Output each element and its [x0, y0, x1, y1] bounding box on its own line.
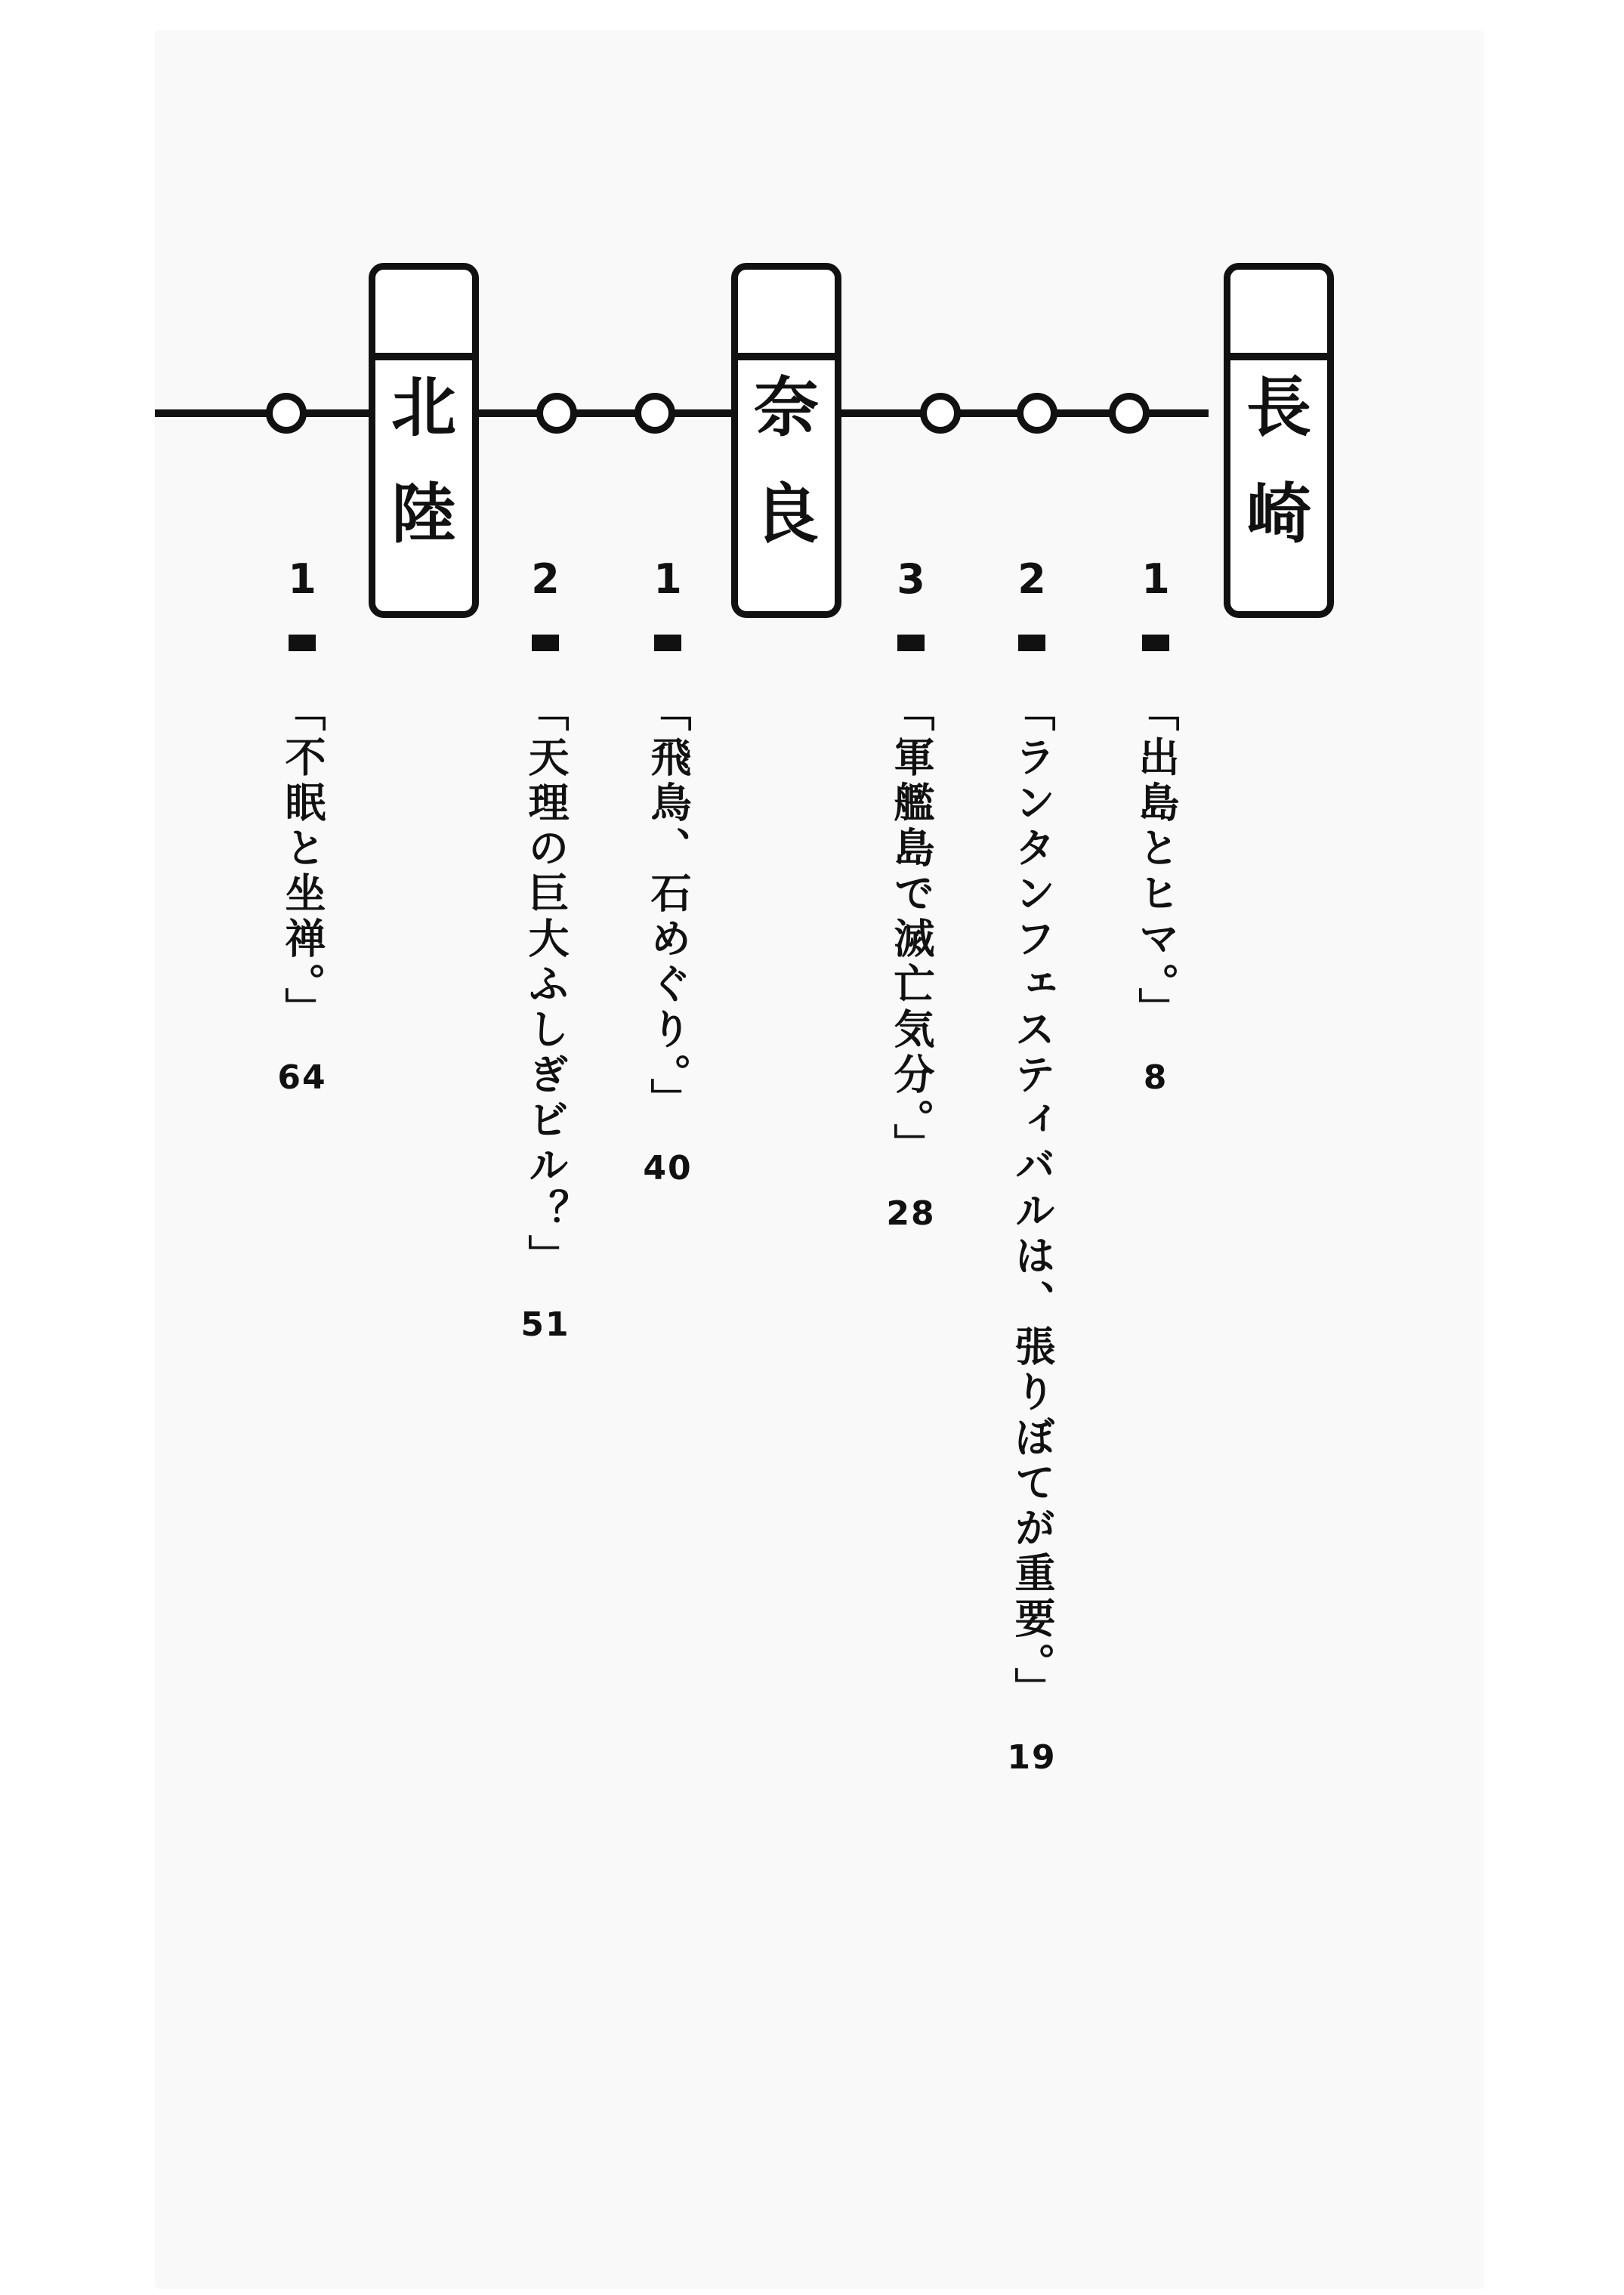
chapter-page-number: 28: [886, 1194, 936, 1233]
chapter-number: 2: [531, 555, 560, 603]
chapter-number: 1: [1141, 555, 1170, 603]
station-name: [1230, 370, 1327, 552]
station-name-char: 良: [754, 477, 819, 552]
station-name-char: 長: [1246, 370, 1311, 446]
stop-marker: [1017, 393, 1057, 434]
chapter-number: 2: [1017, 555, 1046, 603]
station-hokuriku: [369, 263, 479, 618]
chapter-title[interactable]: 「飛鳥、石めぐり。」: [644, 690, 692, 1123]
station-name-char: 陸: [391, 477, 456, 552]
station-name-char: 北: [391, 370, 456, 446]
chapter-entry[interactable]: [272, 555, 332, 1097]
station-sign-band: [375, 353, 472, 360]
stop-marker: [920, 393, 961, 434]
chapter-dash: [1142, 635, 1169, 651]
chapter-dash: [532, 635, 559, 651]
station-nagasaki: [1224, 263, 1334, 618]
stop-marker: [634, 393, 675, 434]
chapter-dash: [1018, 635, 1045, 651]
stop-marker: [1109, 393, 1150, 434]
station-name-char: 崎: [1246, 477, 1311, 552]
chapter-title[interactable]: 「ランタンフェスティバルは、張りぼてが重要。」: [1008, 690, 1056, 1713]
chapter-page-number: 51: [520, 1305, 570, 1344]
station-name: [375, 370, 472, 552]
chapter-title[interactable]: 「不眠と坐禅。」: [279, 690, 326, 1033]
chapter-page-number: 8: [1143, 1058, 1169, 1097]
chapter-entry[interactable]: [881, 555, 941, 1233]
chapter-number: 1: [288, 555, 316, 603]
station-sign-band: [1230, 353, 1327, 360]
station-name: [738, 370, 835, 552]
chapter-page-number: 64: [277, 1058, 327, 1097]
chapter-page-number: 19: [1007, 1738, 1057, 1777]
station-sign-band: [738, 353, 835, 360]
chapter-dash: [897, 635, 925, 651]
chapter-entry[interactable]: [638, 555, 698, 1188]
chapter-number: 3: [897, 555, 925, 603]
chapter-number: 1: [653, 555, 682, 603]
station-name-char: 奈: [754, 370, 819, 446]
chapter-title[interactable]: 「天理の巨大ふしぎビル？」: [522, 690, 570, 1280]
stop-marker: [266, 393, 307, 434]
chapter-title[interactable]: 「出島とヒマ。」: [1132, 690, 1180, 1033]
chapter-dash: [289, 635, 316, 651]
station-nara: [731, 263, 841, 618]
chapter-entry[interactable]: [1125, 555, 1186, 1097]
stop-marker: [536, 393, 577, 434]
chapter-dash: [654, 635, 681, 651]
chapter-entry[interactable]: [1002, 555, 1062, 1777]
chapter-entry[interactable]: [515, 555, 576, 1344]
chapter-page-number: 40: [643, 1149, 693, 1188]
chapter-title[interactable]: 「軍艦島で滅亡気分。」: [888, 690, 935, 1169]
